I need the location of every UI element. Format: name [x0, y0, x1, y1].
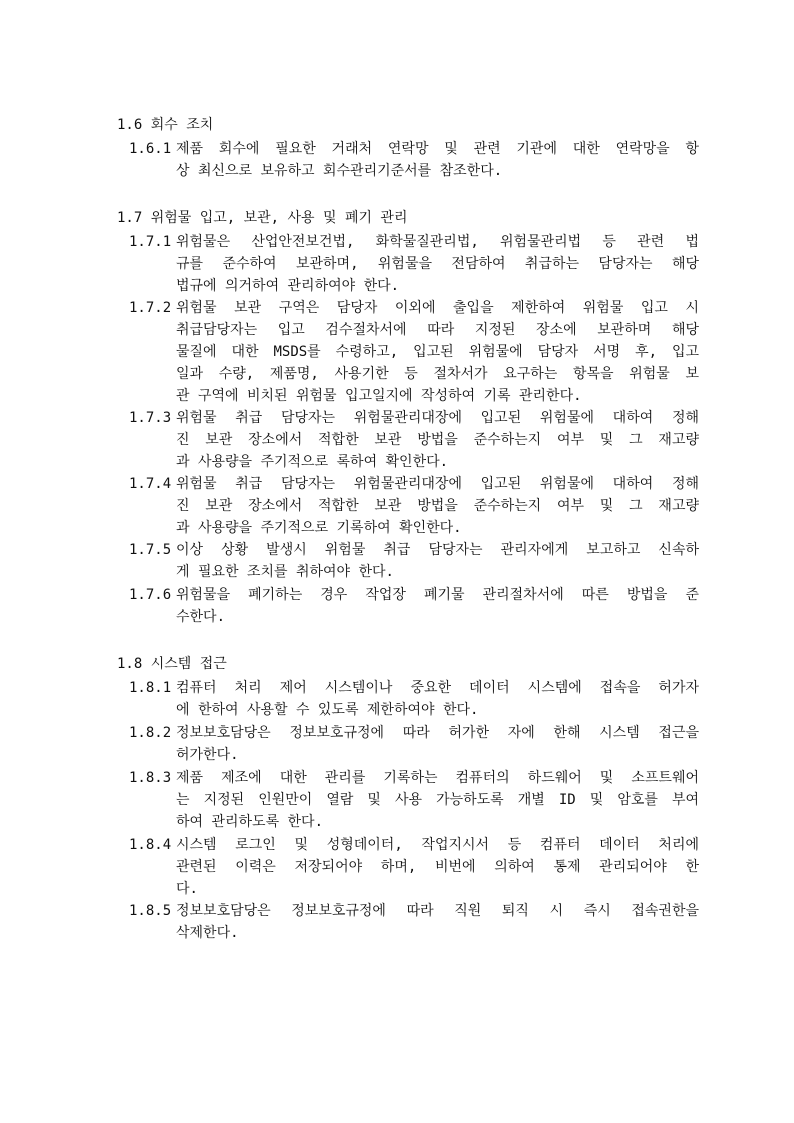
item-text	[176, 407, 699, 473]
item-1-6-1	[129, 138, 699, 182]
section-title-1-8: 1.8 시스템 접근	[117, 656, 227, 672]
item-1-7-6	[129, 584, 699, 628]
item-1-7-3	[129, 407, 699, 473]
item-number: 1.7.3	[129, 410, 172, 426]
item-number: 1.7.4	[129, 476, 172, 492]
text-line: 는 지정된 인원만이 열람 및 사용 가능하도록 개별 ID 및 암호를 부여	[176, 792, 699, 808]
text-line: 제품 제조에 대한 관리를 기록하는 컴퓨터의 하드웨어 및 소프트웨어	[176, 770, 699, 786]
item-text	[176, 767, 699, 833]
item-text	[176, 900, 699, 944]
text-line: 하여 관리하도록 한다.	[176, 814, 324, 830]
item-number: 1.8.1	[129, 680, 172, 696]
item-text	[176, 722, 699, 766]
item-1-8-3	[129, 767, 699, 833]
item-number: 1.7.6	[129, 587, 172, 603]
text-line: 위험물 취급 담당자는 위험물관리대장에 입고된 위험물에 대하여 정해	[176, 476, 699, 492]
item-number: 1.8.4	[129, 837, 172, 853]
text-line: 상 최신으로 보유하고 회수관리기준서를 참조한다.	[176, 163, 503, 179]
text-line: 위험물을 폐기하는 경우 작업장 폐기물 관리절차서에 따른 방법을 준	[176, 587, 699, 603]
item-text	[176, 539, 699, 583]
text-line: 이상 상황 발생시 위험물 취급 담당자는 관리자에게 보고하고 신속하	[176, 542, 699, 558]
text-line: 정보보호담당은 정보보호규정에 따라 허가한 자에 한해 시스템 접근을	[176, 725, 699, 741]
item-number: 1.8.2	[129, 725, 172, 741]
text-line: 물질에 대한 MSDS를 수령하고, 입고된 위험물에 담당자 서명 후, 입고	[176, 344, 699, 360]
text-line: 진 보관 장소에서 적합한 보관 방법을 준수하는지 여부 및 그 재고량	[176, 432, 699, 448]
text-line: 제품 회수에 필요한 거래처 연락망 및 관련 기관에 대한 연락망을 항	[176, 141, 699, 157]
item-1-8-1	[129, 677, 699, 721]
item-number: 1.6.1	[129, 141, 172, 157]
text-line: 위험물 취급 담당자는 위험물관리대장에 입고된 위험물에 대하여 정해	[176, 410, 699, 426]
item-text	[176, 473, 699, 539]
text-line: 에 한하여 사용할 수 있도록 제한하여야 한다.	[176, 702, 479, 718]
text-line: 컴퓨터 처리 제어 시스템이나 중요한 데이터 시스템에 접속을 허가자	[176, 680, 699, 696]
item-1-8-4	[129, 834, 699, 900]
item-number: 1.7.2	[129, 300, 172, 316]
item-1-7-1	[129, 231, 699, 297]
text-line: 게 필요한 조치를 취하여야 한다.	[176, 564, 394, 580]
item-text	[176, 231, 699, 297]
text-line: 다.	[176, 881, 198, 897]
section-title-1-7: 1.7 위험물 입고, 보관, 사용 및 폐기 관리	[117, 210, 408, 226]
item-number: 1.7.1	[129, 234, 172, 250]
text-line: 위험물 보관 구역은 담당자 이외에 출입을 제한하여 위험물 입고 시	[176, 300, 699, 316]
text-line: 취급담당자는 입고 검수절차서에 따라 지정된 장소에 보관하며 해당	[176, 322, 699, 338]
text-line: 법규에 의거하여 관리하여야 한다.	[176, 278, 400, 294]
item-1-8-5	[129, 900, 699, 944]
text-line: 수한다.	[176, 609, 226, 625]
item-text	[176, 834, 699, 900]
item-1-7-5	[129, 539, 699, 583]
section-title-1-6: 1.6 회수 조치	[117, 117, 214, 133]
item-1-7-4	[129, 473, 699, 539]
item-1-8-2	[129, 722, 699, 766]
item-number: 1.8.3	[129, 770, 172, 786]
item-text	[176, 138, 699, 182]
text-line: 과 사용량을 주기적으로 록하여 확인한다.	[176, 454, 449, 470]
text-line: 관련된 이력은 저장되어야 하며, 비번에 의하여 통제 관리되어야 한	[176, 859, 699, 875]
text-line: 진 보관 장소에서 적합한 보관 방법을 준수하는지 여부 및 그 재고량	[176, 498, 699, 514]
item-1-7-2	[129, 297, 699, 407]
text-line: 규를 준수하여 보관하며, 위험물을 전담하여 취급하는 담당자는 해당	[176, 256, 699, 272]
item-number: 1.8.5	[129, 903, 172, 919]
text-line: 시스템 로그인 및 성형데이터, 작업지시서 등 컴퓨터 데이터 처리에	[176, 837, 699, 853]
item-number: 1.7.5	[129, 542, 172, 558]
text-line: 정보보호담당은 정보보호규정에 따라 직원 퇴직 시 즉시 접속권한을	[176, 903, 699, 919]
text-line: 과 사용량을 주기적으로 기록하여 확인한다.	[176, 520, 462, 536]
text-line: 허가한다.	[176, 747, 239, 763]
text-line: 위험물은 산업안전보건법, 화학물질관리법, 위험물관리법 등 관련 법	[176, 234, 699, 250]
text-line: 일과 수량, 제품명, 사용기한 등 절차서가 요구하는 항목을 위험물 보	[176, 366, 699, 382]
item-text	[176, 297, 699, 407]
text-line: 삭제한다.	[176, 925, 239, 941]
text-line: 관 구역에 비치된 위험물 입고일지에 작성하여 기록 관리한다.	[176, 388, 582, 404]
item-text	[176, 677, 699, 721]
item-text	[176, 584, 699, 628]
